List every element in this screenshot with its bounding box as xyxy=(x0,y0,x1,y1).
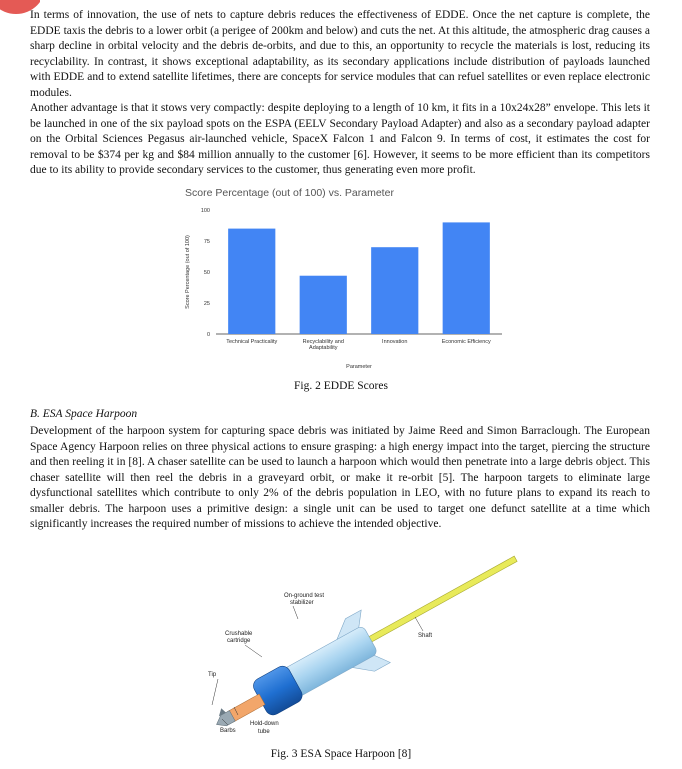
label-crushable-line1: Crushable xyxy=(225,631,253,637)
x-tick-label-2: Innovation xyxy=(382,339,408,345)
figure-2-caption: Fig. 2 EDDE Scores xyxy=(294,380,388,392)
label-holddown-line1: Hold-down xyxy=(250,721,279,727)
label-shaft: Shaft xyxy=(418,633,433,639)
bar-1 xyxy=(300,276,347,334)
y-tick-label-4: 100 xyxy=(200,208,210,214)
label-stabilizer-line2: stabilizer xyxy=(290,600,314,606)
x-tick-label-3: Economic Efficiency xyxy=(441,339,491,345)
chart-title: Score Percentage (out of 100) vs. Parameter xyxy=(185,187,394,199)
shaft-rod xyxy=(366,556,518,644)
paragraph-harpoon: Development of the harpoon system for capturing space debris was initiated by Jaime Reed and Simon Barraclough. The European Space Agency Harpoon relies on three physical actions to ensure grasping: a high energy impact into the target, piercing the structure and then reeling it in [8]. A chaser satellite can be used to launch a harpoon which would then penetrate into a large debris object. This chaser satellite will then reel the debris in a graveyard orbit, or make it re-orbit [5]. The harpoon targets to eliminate large dysfunctional satellites which contribute to only 2% of the debris population in LEO, with no future plans to expand its reach to smaller debris. The harpoon uses a primitive design: a single unit can be used to target one defunct satellite at a time which significantly increases the required number of missions to achieve the intended objective. xyxy=(30,425,650,530)
bar-0 xyxy=(228,229,275,334)
bar-2 xyxy=(371,247,418,334)
paragraph-compact-stowage: Another advantage is that it stows very compactly: despite deploying to a length of 10 km, it fits in a 10x24x28” envelope. This lets it be launched in one of the six payload spots on the ESPA (EELV Secondary Payload Adapter) and also as a secondary payload adapter on the Orbital Sciences Pegasus air-launched vehicle, SpaceX Falcon 1 and Falcon 9. In terms of cost, it estimates the cost for removal to be $374 per kg and $84 million annually to the customer [6]. However, it seems to be more efficient than its competitors due to its ability to provide secondary services to the customer, thus generating even more profit. xyxy=(30,102,650,176)
harpoon-diagram xyxy=(190,545,530,745)
x-tick-label-0: Technical Practicality xyxy=(226,339,278,345)
label-crushable-line2: cartridge xyxy=(227,638,251,644)
label-barbs: Barbs xyxy=(220,728,236,734)
edde-score-chart xyxy=(180,182,510,374)
x-axis-label: Parameter xyxy=(346,364,372,370)
label-stabilizer-line1: On-ground test xyxy=(284,593,325,599)
paragraph-net-innovation: In terms of innovation, the use of nets to capture debris reduces the effectiveness of EDDE. Once the net capture is complete, the EDDE taxis the debris to a lower orbit (a perigee of 200km and below) and cuts the net. At this altitude, the atmospheric drag causes a sharp decline in orbital velocity and the debris de-orbits, and due to this, an opportunity to recycle the materials is lost, reducing its recyclability. In contrast, it shows exceptional adaptability, as its secondary applications include distribution of payloads launched with EDDE and to extend satellite lifetimes, there are concepts for service modules that can refuel satellites or even replace electronic modules. xyxy=(30,9,650,99)
figure-3-caption: Fig. 3 ESA Space Harpoon [8] xyxy=(270,748,412,760)
y-tick-label-0: 0 xyxy=(206,332,210,338)
y-tick-label-2: 50 xyxy=(203,270,210,276)
y-axis-label: Score Percentage (out of 100) xyxy=(185,235,191,309)
label-tip: Tip xyxy=(208,672,217,678)
x-tick-label-1-line2: Adaptability xyxy=(309,345,338,351)
y-tick-label-3: 75 xyxy=(203,239,210,245)
bar-3 xyxy=(443,222,490,334)
label-holddown-line2: tube xyxy=(258,729,270,735)
x-tick-label-1: Recyclability and xyxy=(302,339,344,345)
section-heading-harpoon: B. ESA Space Harpoon xyxy=(30,408,138,420)
y-tick-label-1: 25 xyxy=(203,301,210,307)
